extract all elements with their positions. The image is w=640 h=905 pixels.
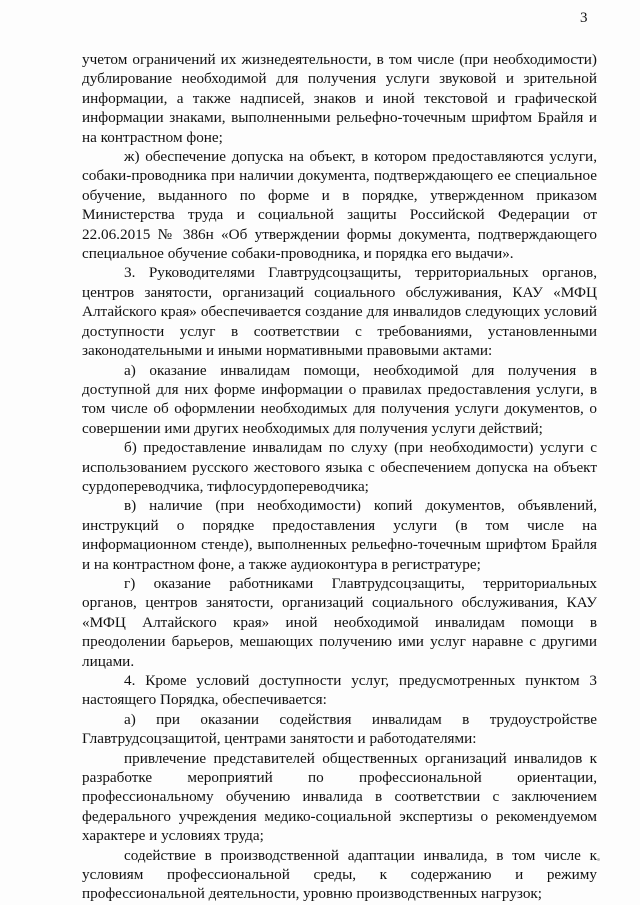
document-body (82, 50, 597, 904)
paragraph-public-organizations: привлечение представителей общественных организаций инвалидов к разработке мероприятий по профессиональной ориентации, профессиональному обучению инвалида в соответствии с заключением федерального учреждения медико-социальной экспертизы о рекомендуемом характере и условиях труда; (82, 749, 597, 845)
scan-speck (597, 858, 600, 861)
paragraph-continuation: учетом ограничений их жизнедеятельности, в том числе (при необходимости) дублирование необходимой для получения услуги звуковой и зрительной информации, а также надписей, знаков и иной текстовой и графической информации знаками, выполненными рельефно-точечным шрифтом Брайля и на контрастном фоне; (82, 51, 597, 146)
paragraph-item-g: г) оказание работниками Главтрудсоцзащиты, территориальных органов, центров занятости, организаций социального обслуживания, КАУ «МФЦ Алтайского края» иной необходимой инвалидам помощи в преодолении барьеров, мешающих получению ими услуг наравне с другими лицами. (82, 574, 597, 670)
paragraph-section-4-item-a: а) при оказании содействия инвалидам в трудоустройстве Главтрудсоцзащитой, центрами занятости и работодателями: (82, 710, 597, 748)
page-number: 3 (580, 10, 588, 26)
paragraph-production-adaptation: содействие в производственной адаптации инвалида, в том числе к условиям профессиональной среды, к содержанию и режиму профессиональной деятельности, уровню производственных нагрузок; (82, 846, 597, 903)
paragraph-item-a: а) оказание инвалидам помощи, необходимой для получения в доступной для них форме информации о правилах предоставления услуги, в том числе об оформлении необходимых для получения услуги документов, о совершении ими других необходимых для получения услуги действий; (82, 361, 597, 437)
paragraph-section-3: 3. Руководителями Главтрудсоцзащиты, территориальных органов, центров занятости, организаций социального обслуживания, КАУ «МФЦ Алтайского края» обеспечивается создание для инвалидов следующих условий доступности услуг в соответствии с требованиями, установленными законодательными и иными нормативными правовыми актами: (82, 264, 597, 360)
paragraph-item-v: в) наличие (при необходимости) копий документов, объявлений, инструкций о порядке предоставления услуги (в том числе на информационном стенде), выполненных рельефно-точечным шрифтом Брайля и на контрастном фоне, а также аудиоконтура в регистратуре; (82, 497, 597, 573)
paragraph-guide-dog-access: ж) обеспечение допуска на объект, в котором предоставляются услуги, собаки-проводника при наличии документа, подтверждающего ее специальное обучение, выданного по форме и в порядке, утвержденном приказом Министерства труда и социальной защиты Российской Федерации от 22.06.2015 № 386н «Об утверждении формы документа, подтверждающего специальное обучение собаки-проводника, и порядка его выдачи». (82, 148, 597, 263)
paragraph-section-4: 4. Кроме условий доступности услуг, предусмотренных пунктом 3 настоящего Порядка, обеспечивается: (82, 672, 597, 709)
paragraph-item-b: б) предоставление инвалидам по слуху (при необходимости) услуги с использованием русского жестового языка с обеспечением допуска на объект сурдопереводчика, тифлосурдопереводчика; (82, 439, 597, 495)
